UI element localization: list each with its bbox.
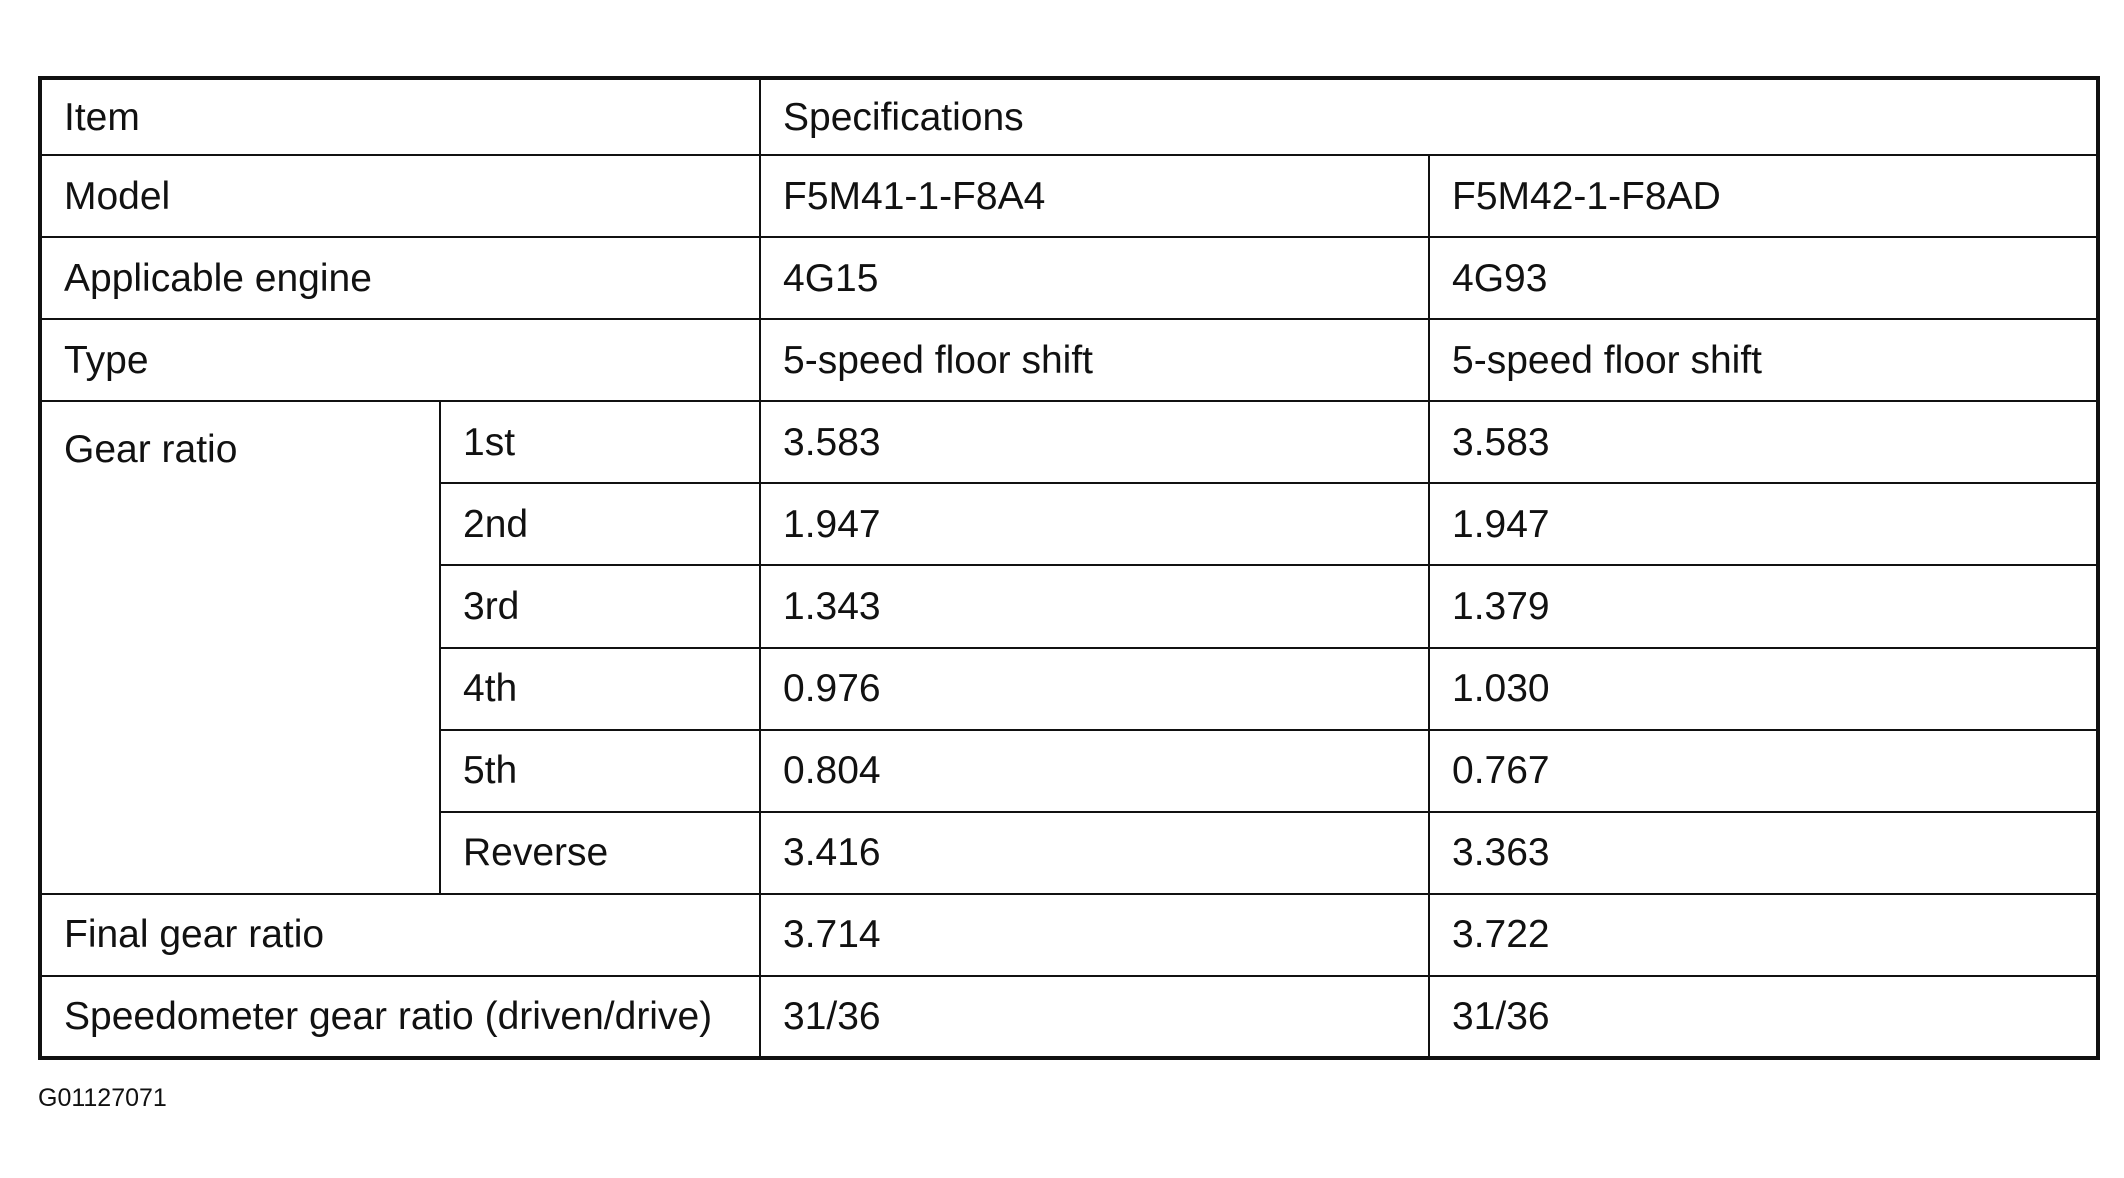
- cell-value-a: 31/36: [760, 976, 1429, 1058]
- table-row-final-gear: [40, 894, 2098, 976]
- cell-value-b: 3.722: [1429, 894, 2098, 976]
- row-label: Applicable engine: [40, 237, 760, 319]
- gear-label: 5th: [440, 730, 760, 812]
- cell-value-a: F5M41-1-F8A4: [760, 155, 1429, 237]
- table-header-row: [40, 78, 2098, 155]
- gear-label: 3rd: [440, 565, 760, 647]
- cell-value-a: 0.804: [760, 730, 1429, 812]
- table-row-model: [40, 155, 2098, 237]
- row-label: Model: [40, 155, 760, 237]
- cell-value-b: 1.947: [1429, 483, 2098, 565]
- table-row-type: [40, 319, 2098, 401]
- cell-value-b: 31/36: [1429, 976, 2098, 1058]
- cell-value-a: 1.947: [760, 483, 1429, 565]
- cell-value-a: 5-speed floor shift: [760, 319, 1429, 401]
- cell-value-b: 4G93: [1429, 237, 2098, 319]
- cell-value-a: 3.583: [760, 401, 1429, 483]
- cell-value-a: 0.976: [760, 648, 1429, 730]
- table-row-gear-1st: [40, 401, 2098, 483]
- cell-value-b: 1.030: [1429, 648, 2098, 730]
- row-label-gear-ratio: Gear ratio: [40, 401, 440, 893]
- row-label: Speedometer gear ratio (driven/drive): [40, 976, 760, 1058]
- gear-label: 1st: [440, 401, 760, 483]
- header-specifications: Specifications: [760, 78, 2098, 155]
- cell-value-b: 3.583: [1429, 401, 2098, 483]
- table-row-speedometer: [40, 976, 2098, 1058]
- cell-value-a: 3.714: [760, 894, 1429, 976]
- cell-value-a: 3.416: [760, 812, 1429, 894]
- gear-label: Reverse: [440, 812, 760, 894]
- table-row-engine: [40, 237, 2098, 319]
- cell-value-b: F5M42-1-F8AD: [1429, 155, 2098, 237]
- specifications-table: [38, 76, 2100, 1060]
- header-item: Item: [40, 78, 760, 155]
- cell-value-a: 4G15: [760, 237, 1429, 319]
- figure-code: G01127071: [38, 1084, 167, 1112]
- row-label: Final gear ratio: [40, 894, 760, 976]
- row-label: Type: [40, 319, 760, 401]
- cell-value-a: 1.343: [760, 565, 1429, 647]
- cell-value-b: 3.363: [1429, 812, 2098, 894]
- cell-value-b: 1.379: [1429, 565, 2098, 647]
- cell-value-b: 5-speed floor shift: [1429, 319, 2098, 401]
- gear-label: 4th: [440, 648, 760, 730]
- cell-value-b: 0.767: [1429, 730, 2098, 812]
- gear-label: 2nd: [440, 483, 760, 565]
